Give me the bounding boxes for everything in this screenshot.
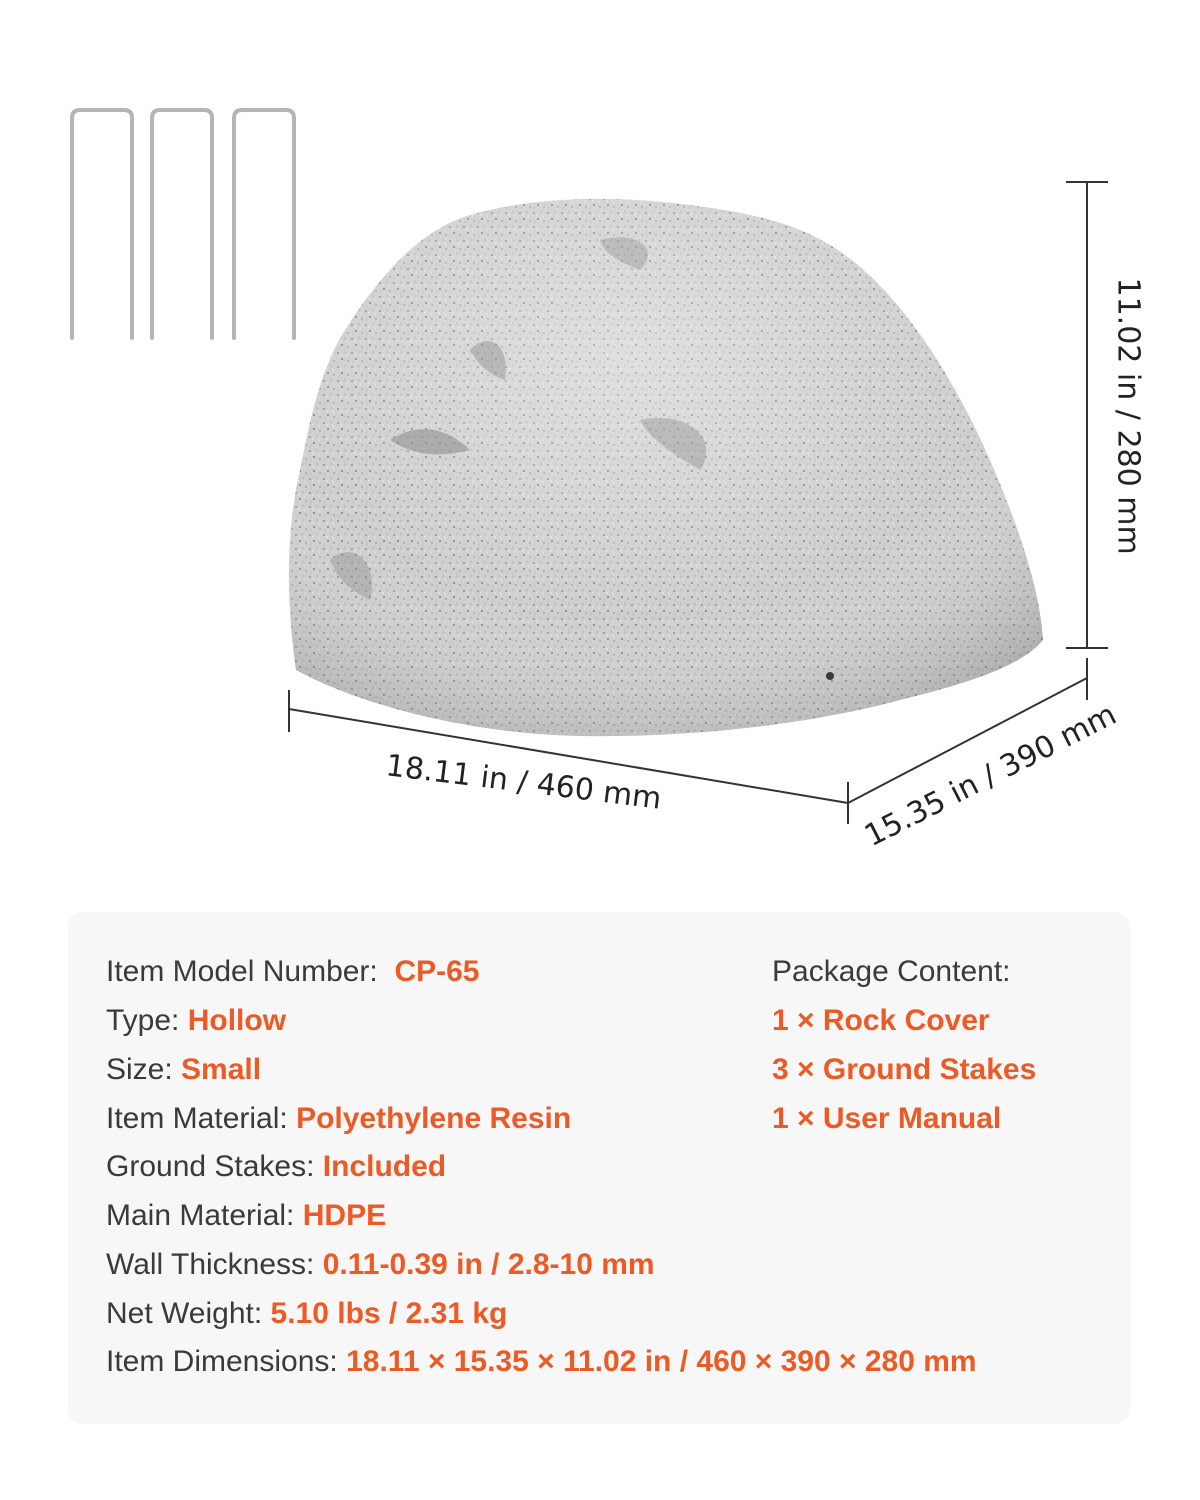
spec-row-size [106,1052,261,1088]
spec-row-model [106,954,479,990]
depth-dimension-label: 15.35 in / 390 mm [859,696,1123,855]
specifications-card [68,912,1130,1424]
spec-label: Size: [106,1053,173,1086]
spec-row-item-material [106,1101,571,1137]
rock-cover-image [289,199,1043,736]
package-item: 3 × Ground Stakes [772,1053,1037,1086]
spec-row-net-weight [106,1296,507,1332]
ground-stake-2 [152,110,212,338]
height-dimension-label: 11.02 in / 280 mm [1110,277,1146,555]
spec-value: 5.10 lbs / 2.31 kg [270,1297,508,1330]
ground-stake-3 [234,110,294,338]
spec-label: Wall Thickness: [106,1248,315,1281]
spec-label: Ground Stakes: [106,1150,315,1183]
spec-row-wall-thickness [106,1247,655,1283]
width-dimension-label: 18.11 in / 460 mm [383,748,664,817]
spec-value: CP-65 [394,955,480,988]
spec-label: Item Model Number: [106,955,378,988]
spec-value: 0.11-0.39 in / 2.8-10 mm [322,1248,655,1281]
package-item: 1 × User Manual [772,1102,1002,1135]
ground-stake-1 [72,110,132,338]
package-item: 1 × Rock Cover [772,1004,990,1037]
ground-stakes [72,110,294,338]
spec-value: HDPE [302,1199,387,1232]
spec-row-item-dimensions [106,1344,977,1380]
spec-value: 18.11 × 15.35 × 11.02 in / 460 × 390 × 280 mm [346,1345,977,1378]
spec-label: Type: [106,1004,180,1037]
spec-value: Polyethylene Resin [296,1102,572,1135]
spec-label: Main Material: [106,1199,295,1232]
spec-value: Small [181,1053,262,1086]
package-content-title: Package Content: [772,955,1011,988]
spec-row-main-material [106,1198,386,1234]
spec-value: Hollow [187,1004,287,1037]
spec-label: Net Weight: [106,1297,263,1330]
spec-row-ground-stakes [106,1149,446,1185]
spec-value: Included [322,1150,447,1183]
spec-label: Item Material: [106,1102,288,1135]
spec-row-type [106,1003,286,1039]
spec-label: Item Dimensions: [106,1345,338,1378]
